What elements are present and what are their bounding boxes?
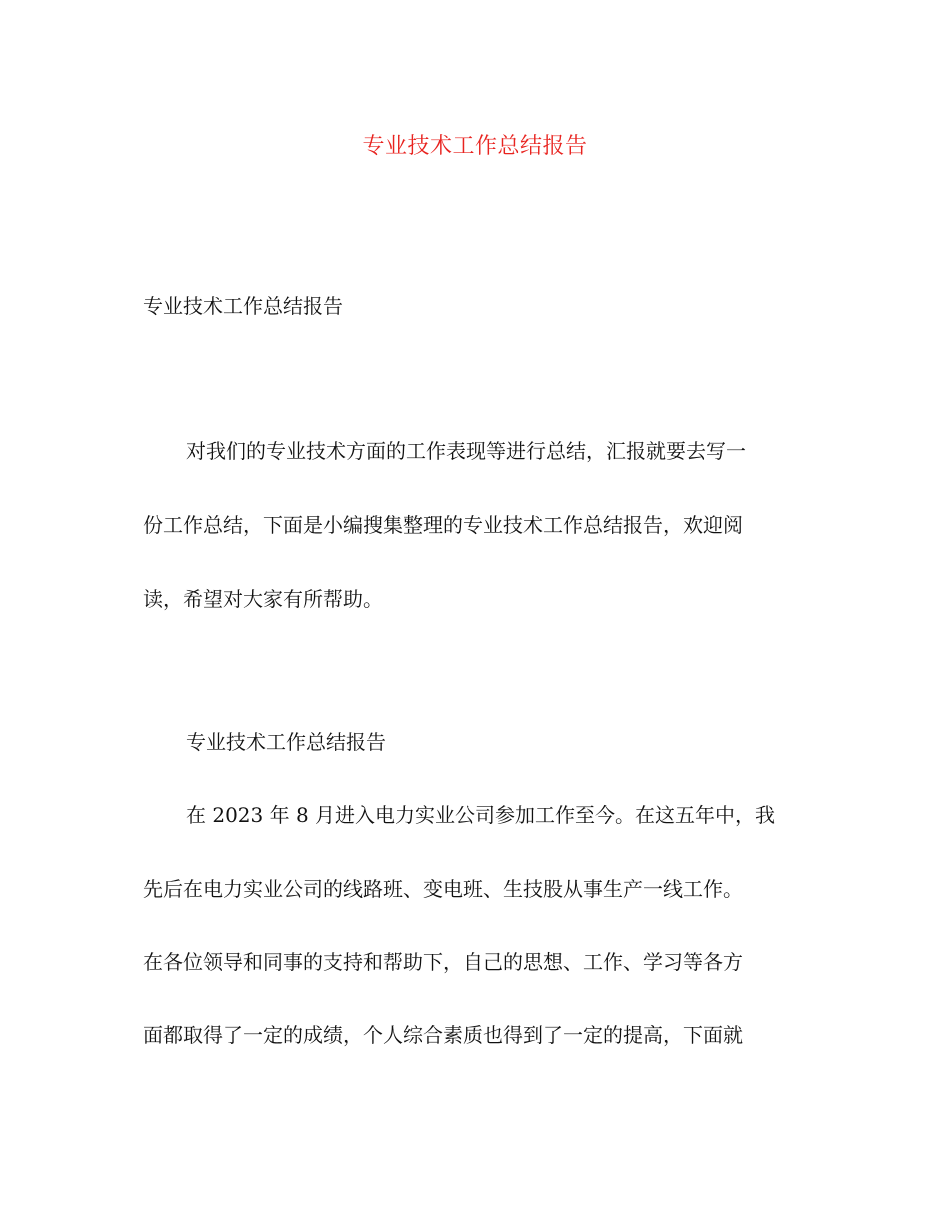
body-line-2: 先后在电力实业公司的线路班、变电班、生技股从事生产一线工作。 [143,877,743,901]
intro-line-2: 份工作总结，下面是小编搜集整理的专业技术工作总结报告，欢迎阅 [143,513,743,537]
intro-line-1: 对我们的专业技术方面的工作表现等进行总结，汇报就要去写一 [186,439,746,463]
section-heading: 专业技术工作总结报告 [186,730,386,754]
document-subtitle: 专业技术工作总结报告 [143,294,343,318]
body-line-4: 面都取得了一定的成绩，个人综合素质也得到了一定的提高，下面就 [143,1023,743,1047]
intro-line-3: 读，希望对大家有所帮助。 [143,587,383,611]
document-title: 专业技术工作总结报告 [362,134,588,159]
body-line-3: 在各位领导和同事的支持和帮助下，自己的思想、工作、学习等各方 [143,950,743,974]
body-line-1: 在 2023 年 8 月进入电力实业公司参加工作至今。在这五年中，我 [186,803,776,827]
